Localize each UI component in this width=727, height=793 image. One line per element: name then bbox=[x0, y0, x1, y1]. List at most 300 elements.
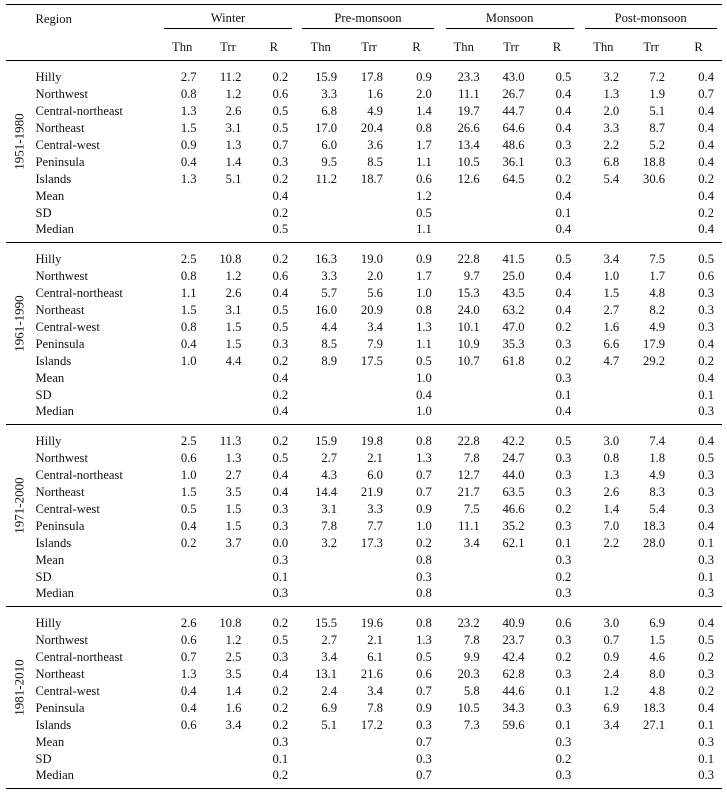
table-cell: 0.3 bbox=[698, 467, 714, 482]
table-cell: 22.8 bbox=[457, 433, 480, 448]
table-cell: 0.2 bbox=[555, 569, 572, 584]
table-cell: 1.7 bbox=[416, 268, 432, 283]
table-cell bbox=[627, 370, 675, 387]
table-cell: 8.0 bbox=[649, 666, 666, 681]
table-cell: 17.3 bbox=[360, 535, 383, 550]
table-cell: 0.6 bbox=[698, 268, 714, 283]
table-cell: 64.5 bbox=[502, 171, 525, 186]
table-cell bbox=[296, 222, 345, 243]
table-cell: 0.2 bbox=[555, 171, 572, 186]
table-cell: 2.4 bbox=[603, 666, 620, 681]
table-cell: 5.1 bbox=[321, 717, 338, 732]
table-cell: 0.7 bbox=[603, 632, 620, 647]
period-label: 1981-2010 bbox=[11, 658, 27, 716]
table-cell: 10.8 bbox=[219, 615, 242, 630]
table-cell: 15.9 bbox=[315, 433, 338, 448]
table-cell bbox=[627, 586, 675, 607]
table-cell: 0.8 bbox=[393, 586, 440, 607]
table-cell: 0.5 bbox=[272, 632, 289, 647]
period-label: 1961-1990 bbox=[11, 294, 27, 352]
table-cell: 9.9 bbox=[463, 649, 480, 664]
table-cell: 15.5 bbox=[315, 615, 338, 630]
table-cell: 1.4 bbox=[416, 103, 432, 118]
table-cell: 0.4 bbox=[555, 188, 572, 203]
table-cell: 0.6 bbox=[272, 86, 289, 101]
table-cell bbox=[345, 552, 393, 569]
region-label: Mean bbox=[35, 188, 65, 203]
table-cell bbox=[627, 188, 675, 205]
table-cell: 0.2 bbox=[272, 251, 289, 266]
table-cell bbox=[296, 188, 345, 205]
table-cell: 15.9 bbox=[315, 69, 338, 84]
table-cell: 16.3 bbox=[315, 251, 338, 266]
table-cell: 0.2 bbox=[272, 700, 289, 715]
table-cell: 17.0 bbox=[315, 120, 338, 135]
table-cell bbox=[296, 569, 345, 586]
table-cell: 6.9 bbox=[321, 700, 338, 715]
table-cell: 0.6 bbox=[272, 268, 289, 283]
table-cell: 1.5 bbox=[225, 336, 242, 351]
table-row bbox=[6, 700, 722, 717]
table-cell: 0.4 bbox=[272, 467, 289, 482]
table-cell: 0.2 bbox=[698, 353, 714, 368]
table-row bbox=[6, 734, 722, 751]
table-row bbox=[6, 171, 722, 188]
region-label: Central-west bbox=[35, 319, 100, 334]
table-cell bbox=[627, 222, 675, 243]
table-cell: 0.9 bbox=[416, 251, 432, 266]
table-cell: 1.3 bbox=[603, 467, 620, 482]
subheader-trr: Trr bbox=[627, 35, 675, 61]
table-row bbox=[6, 319, 722, 336]
table-cell: 62.1 bbox=[502, 535, 525, 550]
table-cell bbox=[345, 222, 393, 243]
table-cell: 0.2 bbox=[272, 433, 289, 448]
table-cell: 3.4 bbox=[603, 717, 620, 732]
table-cell: 3.0 bbox=[603, 433, 620, 448]
table-cell bbox=[627, 569, 675, 586]
table-cell: 0.4 bbox=[698, 137, 714, 152]
table-cell: 0.2 bbox=[555, 501, 572, 516]
table-cell: 1.0 bbox=[393, 404, 440, 425]
table-cell: 1.5 bbox=[180, 120, 197, 135]
table-cell: 9.7 bbox=[463, 268, 480, 283]
table-cell: 0.2 bbox=[272, 171, 289, 186]
table-cell: 0.3 bbox=[675, 404, 722, 425]
table-row bbox=[6, 552, 722, 569]
table-cell bbox=[160, 205, 205, 222]
table-cell bbox=[205, 205, 252, 222]
table-body bbox=[6, 61, 722, 789]
table-cell: 0.3 bbox=[698, 552, 714, 567]
table-cell: 14.4 bbox=[315, 484, 338, 499]
region-header: Region bbox=[33, 5, 159, 61]
table-cell: 0.3 bbox=[416, 717, 432, 732]
table-cell: 0.0 bbox=[272, 535, 289, 550]
table-cell: 0.4 bbox=[180, 336, 197, 351]
region-label: Hilly bbox=[35, 433, 62, 448]
table-cell: 42.2 bbox=[502, 433, 525, 448]
table-cell bbox=[296, 751, 345, 768]
table-cell: 42.4 bbox=[502, 649, 525, 664]
table-cell bbox=[579, 586, 627, 607]
table-cell: 2.5 bbox=[225, 649, 242, 664]
table-cell: 2.7 bbox=[321, 632, 338, 647]
table-cell: 0.4 bbox=[555, 268, 572, 283]
table-cell bbox=[345, 188, 393, 205]
table-cell: 0.3 bbox=[698, 302, 714, 317]
table-cell: 7.8 bbox=[463, 450, 480, 465]
table-cell: 62.8 bbox=[502, 666, 525, 681]
table-cell: 0.7 bbox=[416, 734, 432, 749]
table-cell bbox=[488, 751, 535, 768]
table-cell: 0.3 bbox=[535, 768, 580, 789]
table-cell: 0.1 bbox=[272, 569, 289, 584]
table-cell: 0.4 bbox=[272, 484, 289, 499]
table-cell: 0.4 bbox=[698, 154, 714, 169]
table-cell: 3.4 bbox=[603, 251, 620, 266]
table-cell: 0.9 bbox=[416, 700, 432, 715]
table-cell bbox=[205, 734, 252, 751]
table-cell: 18.7 bbox=[360, 171, 383, 186]
region-label: Northwest bbox=[35, 450, 88, 465]
table-cell: 9.5 bbox=[321, 154, 338, 169]
table-cell: 1.0 bbox=[416, 518, 432, 533]
table-cell: 1.5 bbox=[225, 518, 242, 533]
table-cell: 21.7 bbox=[457, 484, 480, 499]
table-cell: 0.4 bbox=[698, 103, 714, 118]
table-cell: 0.5 bbox=[272, 120, 289, 135]
table-cell: 2.6 bbox=[225, 285, 242, 300]
table-cell: 18.8 bbox=[643, 154, 666, 169]
table-cell: 6.9 bbox=[603, 700, 620, 715]
table-cell: 6.8 bbox=[603, 154, 620, 169]
region-label: Northeast bbox=[35, 666, 85, 681]
region-label: Central-northeast bbox=[35, 285, 123, 300]
table-cell: 0.7 bbox=[393, 768, 440, 789]
table-cell: 5.7 bbox=[321, 285, 338, 300]
table-cell bbox=[345, 586, 393, 607]
table-cell: 7.7 bbox=[367, 518, 383, 533]
table-cell: 5.1 bbox=[649, 103, 666, 118]
table-cell: 0.5 bbox=[698, 251, 714, 266]
region-label: Islands bbox=[35, 353, 72, 368]
table-row bbox=[6, 302, 722, 319]
table-cell: 26.6 bbox=[457, 120, 480, 135]
region-label: Central-northeast bbox=[35, 103, 123, 118]
table-cell bbox=[627, 751, 675, 768]
table-cell bbox=[488, 404, 535, 425]
table-cell bbox=[488, 734, 535, 751]
table-cell: 1.0 bbox=[180, 467, 197, 482]
table-cell: 0.6 bbox=[416, 666, 432, 681]
table-cell: 23.2 bbox=[457, 615, 480, 630]
table-cell: 19.7 bbox=[457, 103, 480, 118]
table-cell bbox=[296, 734, 345, 751]
table-cell: 0.1 bbox=[698, 717, 714, 732]
table-cell: 0.5 bbox=[272, 302, 289, 317]
table-cell: 0.3 bbox=[555, 336, 572, 351]
table-row bbox=[6, 243, 722, 268]
table-cell: 0.3 bbox=[555, 700, 572, 715]
region-label: Median bbox=[33, 222, 159, 243]
table-row bbox=[6, 205, 722, 222]
table-cell: 36.1 bbox=[502, 154, 525, 169]
table-cell: 0.1 bbox=[698, 569, 714, 584]
table-cell: 0.3 bbox=[698, 666, 714, 681]
table-cell: 0.2 bbox=[272, 353, 289, 368]
season-header-winter: Winter bbox=[164, 11, 292, 29]
region-label: Hilly bbox=[35, 69, 62, 84]
table-cell bbox=[440, 751, 488, 768]
table-cell: 0.4 bbox=[555, 285, 572, 300]
table-cell: 0.2 bbox=[272, 205, 289, 220]
table-cell: 35.2 bbox=[502, 518, 525, 533]
table-cell: 11.2 bbox=[219, 69, 242, 84]
table-row bbox=[6, 649, 722, 666]
table-cell: 44.6 bbox=[502, 683, 525, 698]
table-cell: 0.1 bbox=[555, 535, 572, 550]
region-label: Central-west bbox=[35, 501, 100, 516]
table-cell: 1.8 bbox=[649, 450, 666, 465]
table-cell: 0.3 bbox=[675, 768, 722, 789]
table-cell: 63.5 bbox=[502, 484, 525, 499]
table-cell: 1.3 bbox=[603, 86, 620, 101]
table-cell: 2.4 bbox=[321, 683, 338, 698]
table-cell: 0.2 bbox=[272, 615, 289, 630]
table-cell bbox=[627, 734, 675, 751]
table-cell: 0.3 bbox=[698, 501, 714, 516]
table-cell: 0.4 bbox=[535, 404, 580, 425]
table-cell: 0.1 bbox=[698, 751, 714, 766]
table-cell bbox=[205, 751, 252, 768]
table-cell: 0.8 bbox=[180, 86, 197, 101]
table-cell: 0.4 bbox=[698, 518, 714, 533]
table-cell: 19.8 bbox=[360, 433, 383, 448]
table-row bbox=[6, 387, 722, 404]
table-cell: 0.4 bbox=[272, 666, 289, 681]
table-cell: 1.2 bbox=[225, 632, 242, 647]
table-cell: 0.5 bbox=[698, 632, 714, 647]
table-cell: 2.6 bbox=[603, 484, 620, 499]
table-cell: 5.4 bbox=[649, 501, 666, 516]
region-label: Central-west bbox=[35, 683, 100, 698]
table-cell: 17.8 bbox=[360, 69, 383, 84]
table-cell: 2.5 bbox=[180, 251, 197, 266]
table-cell bbox=[488, 586, 535, 607]
subheader-trr: Trr bbox=[488, 35, 535, 61]
table-cell: 1.4 bbox=[225, 683, 242, 698]
table-cell bbox=[579, 751, 627, 768]
table-cell bbox=[440, 205, 488, 222]
table-cell: 0.3 bbox=[272, 518, 289, 533]
table-cell: 0.8 bbox=[603, 450, 620, 465]
region-label: Northwest bbox=[35, 86, 88, 101]
table-cell: 4.4 bbox=[225, 353, 242, 368]
table-cell: 24.0 bbox=[457, 302, 480, 317]
table-cell: 1.3 bbox=[416, 632, 432, 647]
table-cell: 6.6 bbox=[603, 336, 620, 351]
table-cell: 20.4 bbox=[360, 120, 383, 135]
table-cell: 6.0 bbox=[367, 467, 383, 482]
table-cell: 7.4 bbox=[649, 433, 666, 448]
table-cell: 0.9 bbox=[416, 501, 432, 516]
table-cell: 17.9 bbox=[643, 336, 666, 351]
table-cell bbox=[345, 768, 393, 789]
table-cell: 2.7 bbox=[603, 302, 620, 317]
table-cell: 3.5 bbox=[225, 484, 242, 499]
table-cell bbox=[579, 569, 627, 586]
table-cell bbox=[205, 370, 252, 387]
table-cell: 0.6 bbox=[180, 450, 197, 465]
table-cell: 3.2 bbox=[603, 69, 620, 84]
table-cell: 0.3 bbox=[416, 569, 432, 584]
table-cell: 0.4 bbox=[698, 69, 714, 84]
table-cell: 40.9 bbox=[502, 615, 525, 630]
table-cell bbox=[488, 222, 535, 243]
table-cell: 0.4 bbox=[555, 86, 572, 101]
table-cell bbox=[205, 552, 252, 569]
table-cell: 0.4 bbox=[698, 120, 714, 135]
table-cell: 18.3 bbox=[643, 700, 666, 715]
table-cell: 0.4 bbox=[180, 700, 197, 715]
table-cell: 3.1 bbox=[321, 501, 338, 516]
table-row bbox=[6, 425, 722, 450]
table-cell: 1.6 bbox=[225, 700, 242, 715]
table-cell: 4.4 bbox=[321, 319, 338, 334]
table-cell bbox=[345, 387, 393, 404]
table-cell: 0.3 bbox=[698, 484, 714, 499]
season-header-monsoon: Monsoon bbox=[446, 11, 574, 29]
table-cell: 15.3 bbox=[457, 285, 480, 300]
table-cell: 0.6 bbox=[555, 615, 572, 630]
table-cell bbox=[205, 768, 252, 789]
table-row bbox=[6, 103, 722, 120]
period-label: 1971-2000 bbox=[11, 476, 27, 534]
subheader-r: R bbox=[251, 35, 296, 61]
table-row bbox=[6, 632, 722, 649]
table-cell: 0.2 bbox=[555, 649, 572, 664]
table-cell: 0.8 bbox=[416, 433, 432, 448]
table-cell bbox=[345, 404, 393, 425]
table-cell: 3.4 bbox=[321, 649, 338, 664]
table-cell: 11.3 bbox=[219, 433, 242, 448]
table-cell: 3.1 bbox=[225, 120, 242, 135]
table-cell: 0.3 bbox=[555, 370, 572, 385]
table-cell: 0.6 bbox=[180, 632, 197, 647]
table-cell: 0.5 bbox=[555, 69, 572, 84]
table-cell: 61.8 bbox=[502, 353, 525, 368]
table-cell: 0.6 bbox=[416, 171, 432, 186]
table-cell: 0.3 bbox=[698, 734, 714, 749]
table-cell: 5.6 bbox=[367, 285, 383, 300]
table-cell: 4.3 bbox=[321, 467, 338, 482]
table-cell: 1.7 bbox=[416, 137, 432, 152]
table-cell: 0.4 bbox=[555, 103, 572, 118]
subheader-thn: Thn bbox=[440, 35, 488, 61]
table-cell: 1.2 bbox=[416, 188, 432, 203]
table-cell: 0.5 bbox=[416, 649, 432, 664]
table-cell: 0.3 bbox=[555, 154, 572, 169]
table-cell bbox=[160, 387, 205, 404]
table-cell: 0.5 bbox=[272, 103, 289, 118]
table-cell: 44.7 bbox=[502, 103, 525, 118]
table-cell bbox=[440, 569, 488, 586]
region-label: Peninsula bbox=[35, 518, 85, 533]
table-cell bbox=[440, 222, 488, 243]
table-cell: 0.5 bbox=[180, 501, 197, 516]
table-header bbox=[6, 5, 722, 61]
table-cell bbox=[440, 734, 488, 751]
table-cell: 0.7 bbox=[180, 649, 197, 664]
table-cell: 3.0 bbox=[603, 615, 620, 630]
region-label: Islands bbox=[35, 171, 72, 186]
table-cell: 44.0 bbox=[502, 467, 525, 482]
table-cell bbox=[296, 387, 345, 404]
table-cell: 34.3 bbox=[502, 700, 525, 715]
table-cell: 7.5 bbox=[463, 501, 480, 516]
table-cell: 2.7 bbox=[321, 450, 338, 465]
table-cell: 2.0 bbox=[367, 268, 383, 283]
region-label: Hilly bbox=[35, 251, 62, 266]
table-cell bbox=[488, 768, 535, 789]
table-cell: 4.7 bbox=[603, 353, 620, 368]
table-cell: 8.9 bbox=[321, 353, 338, 368]
table-cell: 3.5 bbox=[225, 666, 242, 681]
table-cell: 0.9 bbox=[180, 137, 197, 152]
table-cell: 2.5 bbox=[180, 433, 197, 448]
region-label: Median bbox=[33, 768, 159, 789]
table-cell bbox=[579, 222, 627, 243]
table-cell: 3.4 bbox=[463, 535, 480, 550]
table-cell: 64.6 bbox=[502, 120, 525, 135]
region-label: Median bbox=[33, 404, 159, 425]
region-label: Central-northeast bbox=[35, 467, 123, 482]
table-cell: 0.7 bbox=[698, 86, 714, 101]
table-cell: 10.9 bbox=[457, 336, 480, 351]
table-cell: 11.1 bbox=[458, 518, 480, 533]
table-cell: 1.5 bbox=[225, 319, 242, 334]
table-cell: 1.5 bbox=[225, 501, 242, 516]
table-cell: 1.0 bbox=[416, 370, 432, 385]
table-cell: 46.6 bbox=[502, 501, 525, 516]
table-cell: 5.8 bbox=[463, 683, 480, 698]
table-cell: 24.7 bbox=[502, 450, 525, 465]
table-cell: 0.5 bbox=[555, 433, 572, 448]
region-label: Northwest bbox=[35, 632, 88, 647]
table-cell: 0.3 bbox=[555, 632, 572, 647]
table-cell: 30.6 bbox=[643, 171, 666, 186]
table-cell: 7.8 bbox=[321, 518, 338, 533]
table-cell: 8.7 bbox=[649, 120, 666, 135]
table-cell: 23.3 bbox=[457, 69, 480, 84]
table-cell: 10.5 bbox=[457, 700, 480, 715]
table-row bbox=[6, 120, 722, 137]
table-row bbox=[6, 61, 722, 86]
table-cell bbox=[205, 586, 252, 607]
subheader-r: R bbox=[393, 35, 440, 61]
table-cell: 13.4 bbox=[457, 137, 480, 152]
table-cell: 0.4 bbox=[698, 370, 714, 385]
table-cell: 0.3 bbox=[675, 586, 722, 607]
table-cell: 0.3 bbox=[555, 137, 572, 152]
table-cell: 8.5 bbox=[321, 336, 338, 351]
subheader-trr: Trr bbox=[345, 35, 393, 61]
table-cell: 1.2 bbox=[225, 268, 242, 283]
table-row bbox=[6, 484, 722, 501]
table-cell: 0.4 bbox=[698, 336, 714, 351]
table-cell: 6.0 bbox=[321, 137, 338, 152]
